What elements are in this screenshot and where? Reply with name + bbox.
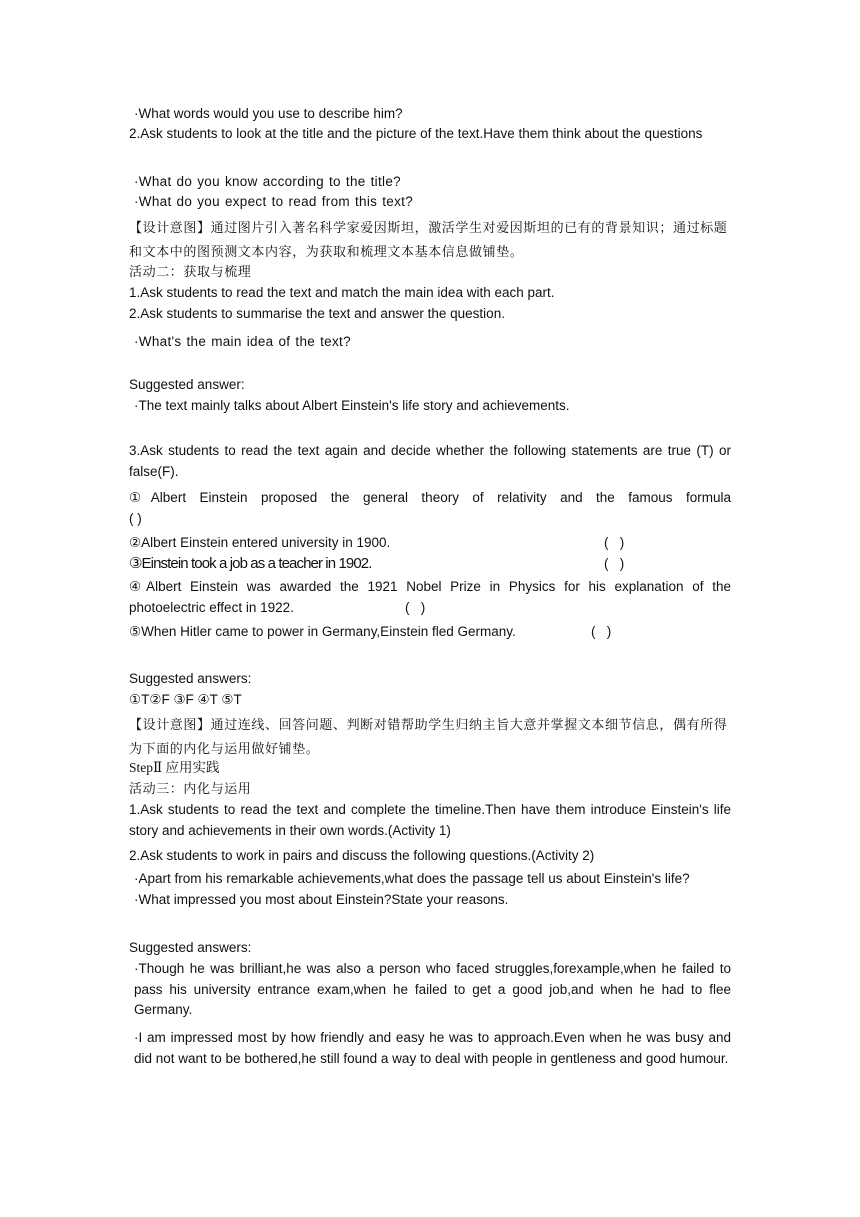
- statement-5: ⑤When Hitler came to power in Germany,Einstein fled Germany.: [129, 624, 516, 639]
- suggested-answer-main-idea: ·The text mainly talks about Albert Einstein's life story and achievements.: [134, 398, 570, 413]
- suggested-answers-label-3: Suggested answers:: [129, 940, 252, 955]
- statement-4-blank: ( ): [405, 600, 426, 615]
- activity-3-item-1: 1.Ask students to read the text and complete the timeline.Then have them introduce Einstein's life story and achievements in their own words.(Activity 1): [129, 802, 731, 838]
- true-false-instruction: 3.Ask students to read the text again and decide whether the following statements are true (T) or false(F).: [129, 443, 731, 479]
- true-false-answers: ①T②F ③F ④T ⑤T: [129, 692, 242, 707]
- step-2-heading: StepⅡ 应用实践: [129, 760, 220, 775]
- question-describe-him: ·What words would you use to describe him?: [134, 106, 403, 121]
- statement-1: ①Albert Einstein proposed the general theory of relativity and the famous formula: [129, 490, 731, 505]
- activity-3-item-2: 2.Ask students to work in pairs and discuss the following questions.(Activity 2): [129, 848, 595, 863]
- statement-3-blank: ( ): [604, 556, 625, 571]
- statement-5-blank: ( ): [591, 624, 612, 639]
- statement-4: ④Albert Einstein was awarded the 1921 Nobel Prize in Physics for his explanation of the photoelectric effect in 1922.: [129, 579, 731, 615]
- design-intent-2: 【设计意图】通过连线、回答问题、判断对错帮助学生归纳主旨大意并掌握文本细节信息，偶有所得为下面的内化与运用做好铺垫。: [129, 718, 728, 757]
- statement-3: ③Einstein took a job as a teacher in 1902.: [129, 555, 372, 572]
- question-expect-read: ·What do you expect to read from this text?: [134, 194, 414, 209]
- question-know-title: ·What do you know according to the title?: [134, 174, 401, 189]
- suggested-answer-label-1: Suggested answer:: [129, 377, 245, 392]
- question-main-idea: ·What's the main idea of the text?: [134, 334, 351, 349]
- activity-2-heading: 活动二：获取与梳理: [129, 265, 252, 280]
- activity-2-item-2: 2.Ask students to summarise the text and answer the question.: [129, 306, 505, 321]
- step-2-instruction: 2.Ask students to look at the title and the picture of the text.Have them think about the questions: [129, 126, 703, 141]
- question-impressed: ·What impressed you most about Einstein?State your reasons.: [134, 892, 509, 907]
- suggested-answers-label-2: Suggested answers:: [129, 671, 252, 686]
- statement-2: ②Albert Einstein entered university in 1900.: [129, 535, 391, 550]
- suggested-answer-struggles: ·Though he was brilliant,he was also a person who faced struggles,forexample,when he failed to pass his university entrance exam,when he failed to get a good job,and when he had to flee Germany.: [134, 961, 731, 1017]
- statement-2-blank: ( ): [604, 535, 625, 550]
- activity-3-heading: 活动三：内化与运用: [129, 782, 252, 797]
- statement-1-blank: ( ): [129, 511, 142, 526]
- activity-2-item-1: 1.Ask students to read the text and match the main idea with each part.: [129, 285, 555, 300]
- suggested-answer-impressed: ·I am impressed most by how friendly and easy he was to approach.Even when he was busy and did not want to be bothered,he still found a way to deal with people in gentleness and good humour.: [134, 1030, 731, 1066]
- question-apart-from: ·Apart from his remarkable achievements,what does the passage tell us about Einstein's life?: [134, 871, 690, 886]
- design-intent-1: 【设计意图】通过图片引入著名科学家爱因斯坦，激活学生对爱因斯坦的已有的背景知识；通过标题和文本中的图预测文本内容，为获取和梳理文本基本信息做铺垫。: [129, 221, 728, 260]
